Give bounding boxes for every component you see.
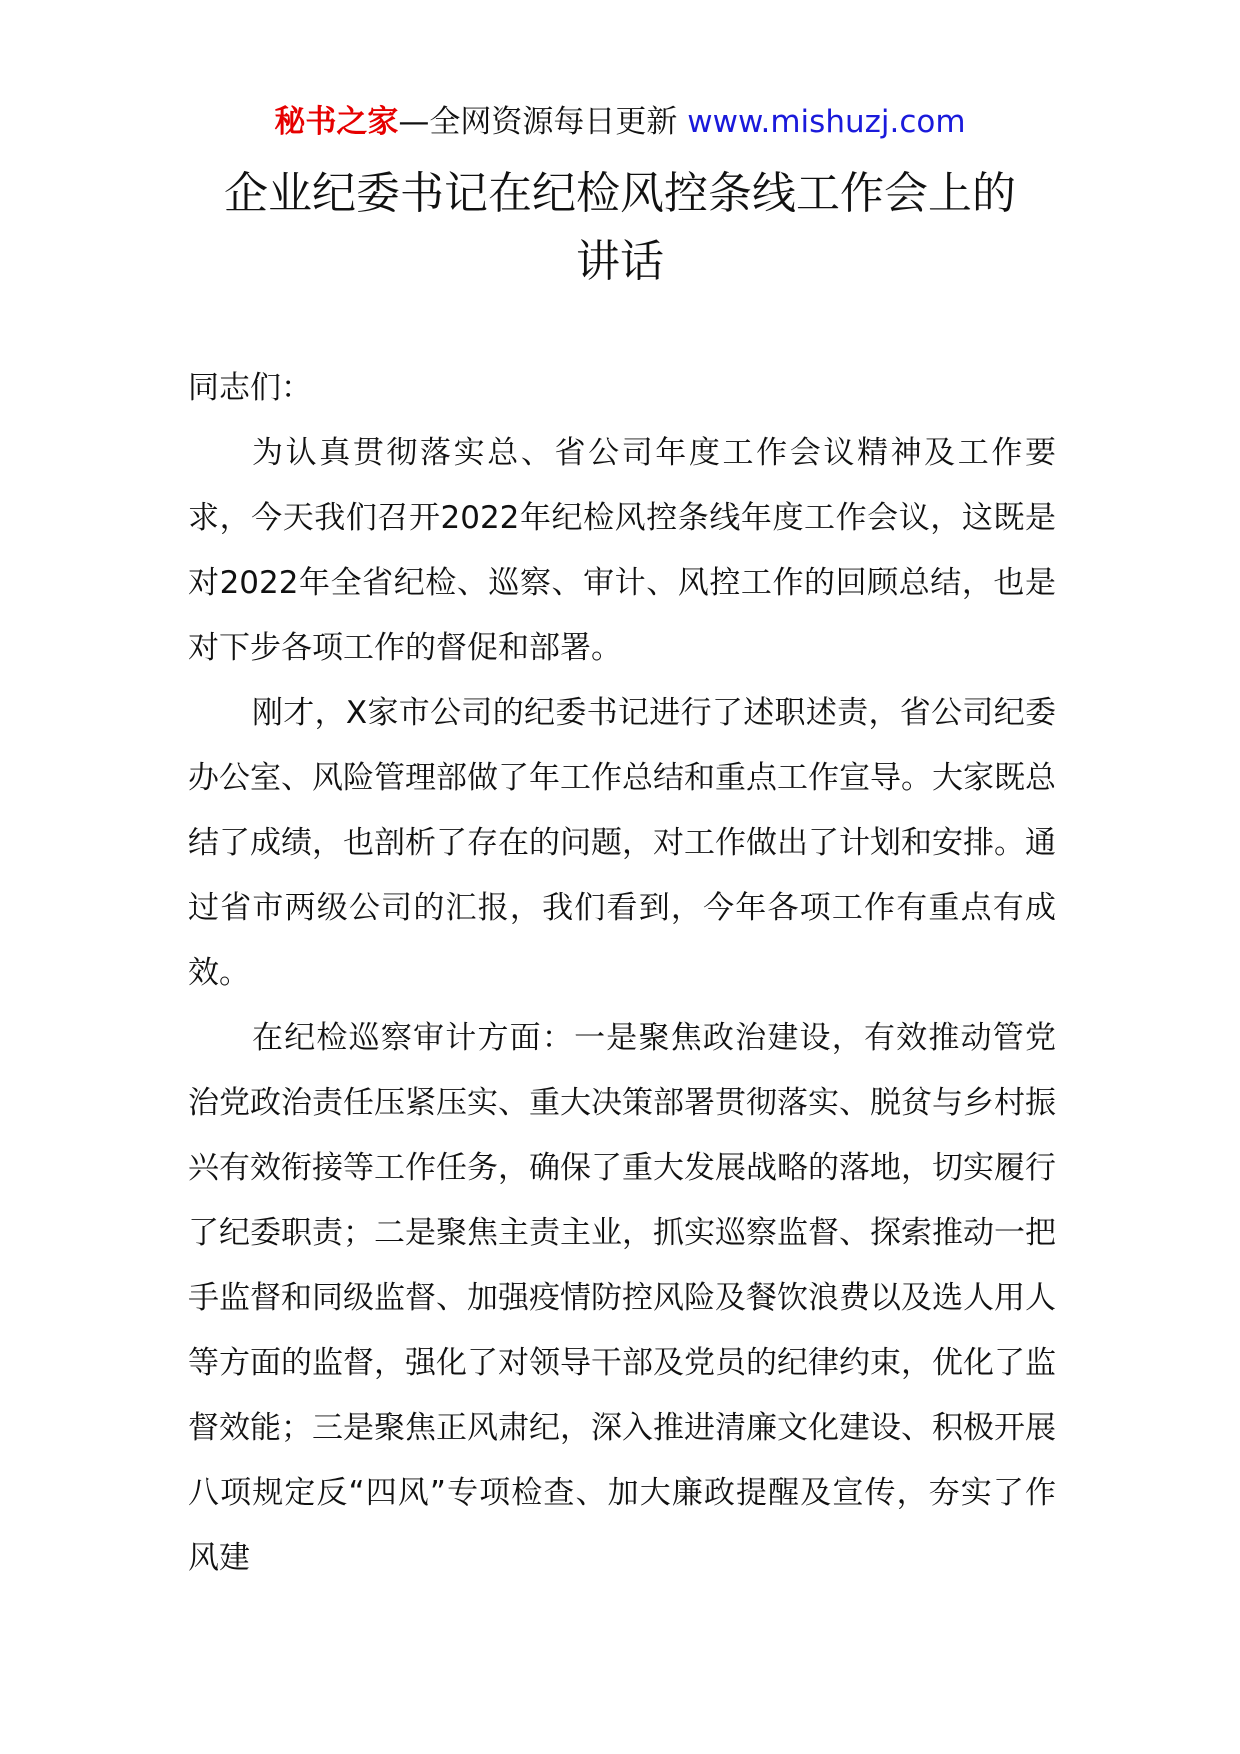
paragraph-3: 在纪检巡察审计方面：一是聚焦政治建设，有效推动管党治党政治责任压紧压实、重大决策部署贯彻落实、脱贫与乡村振兴有效衔接等工作任务，确保了重大发展战略的落地，切实履行了纪委职责；二是聚焦主责主业，抓实巡察监督、探索推动一把手监督和同级监督、加强疫情防控风险及餐饮浪费以及选人用人等方面的监督，强化了对领导干部及党员的纪律约束，优化了监督效能；三是聚焦正风肃纪，深入推进清廉文化建设、积极开展八项规定反“四风”专项检查、加大廉政提醒及宣传，夯实了作风建 xyxy=(188,1020,1056,1576)
document-body xyxy=(188,356,1056,1591)
header-slogan: —全网资源每日更新 xyxy=(398,104,678,140)
document-title xyxy=(160,160,1080,296)
title-line-2: 讲话 xyxy=(576,236,664,287)
title-line-1: 企业纪委书记在纪检风控条线工作会上的 xyxy=(224,168,1016,219)
salutation: 同志们： xyxy=(188,370,312,406)
paragraph-2: 刚才，X家市公司的纪委书记进行了述职述责，省公司纪委办公室、风险管理部做了年工作总结和重点工作宣导。大家既总结了成绩，也剖析了存在的问题，对工作做出了计划和安排。通过省市两级公司的汇报，我们看到，今年各项工作有重点有成效。 xyxy=(188,695,1056,991)
site-header xyxy=(0,100,1240,144)
site-url-link[interactable]: www.mishuzj.com xyxy=(687,104,966,140)
brand-name: 秘书之家 xyxy=(274,104,399,140)
paragraph-1: 为认真贯彻落实总、省公司年度工作会议精神及工作要求，今天我们召开2022年纪检风控条线年度工作会议，这既是对2022年全省纪检、巡察、审计、风控工作的回顾总结，也是对下步各项工作的督促和部署。 xyxy=(188,435,1056,666)
